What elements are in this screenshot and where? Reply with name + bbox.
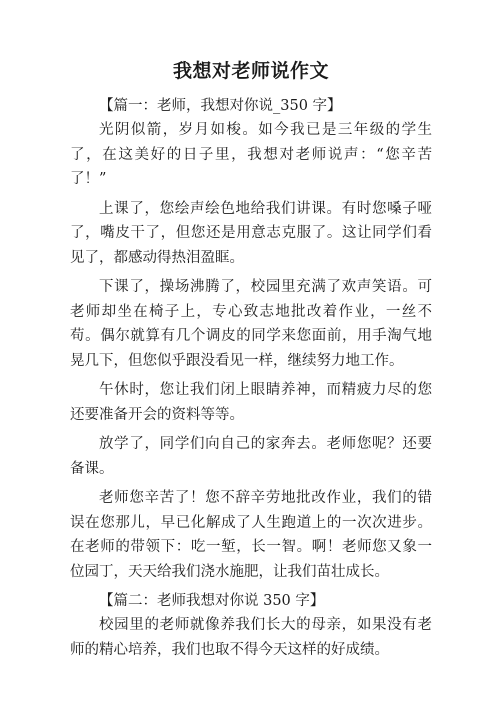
document-title: 我想对老师说作文 <box>172 60 329 82</box>
paragraph: 午休时，您让我们闭上眼睛养神，而精疲力尽的您还要准备开会的资料等等。 <box>70 382 432 423</box>
document-page <box>70 58 432 667</box>
paragraph: 光阴似箭，岁月如梭。如今我已是三年级的学生了，在这美好的日子里，我想对老师说声：“您辛苦了！” <box>70 122 432 187</box>
paragraph: 老师您辛苦了！您不辞辛劳地批改作业，我们的错误在您那儿，早已化解成了人生跑道上的一次次进步。在老师的带领下：吃一堑，长一智。啊！老师您又象一位园丁，天天给我们浇水施肥，让我们苗壮成长。 <box>70 490 432 580</box>
section-heading-2: 【篇二：老师我想对你说 350 字】 <box>99 593 325 609</box>
paragraph: 上课了，您绘声绘色地给我们讲课。有时您嗓子哑了，嘴皮干了，但您还是用意志克服了。这让同学们看见了，都感动得热泪盈眶。 <box>70 200 432 266</box>
paragraph: 校园里的老师就像养我们长大的母亲，如果没有老师的精心培养，我们也取不得今天这样的好成绩。 <box>70 617 432 658</box>
paragraph: 下课了，操场沸腾了，校园里充满了欢声笑语。可老师却坐在椅子上，专心致志地批改着作业，一丝不苟。偶尔就算有几个调皮的同学来您面前，用手淘气地晃几下，但您似乎跟没看见一样，继续努力地工作。 <box>70 279 432 369</box>
paragraph: 放学了，同学们向自己的家奔去。老师您呢？还要备课。 <box>70 436 432 477</box>
section-heading-1: 【篇一：老师，我想对你说_350 字】 <box>99 98 342 114</box>
